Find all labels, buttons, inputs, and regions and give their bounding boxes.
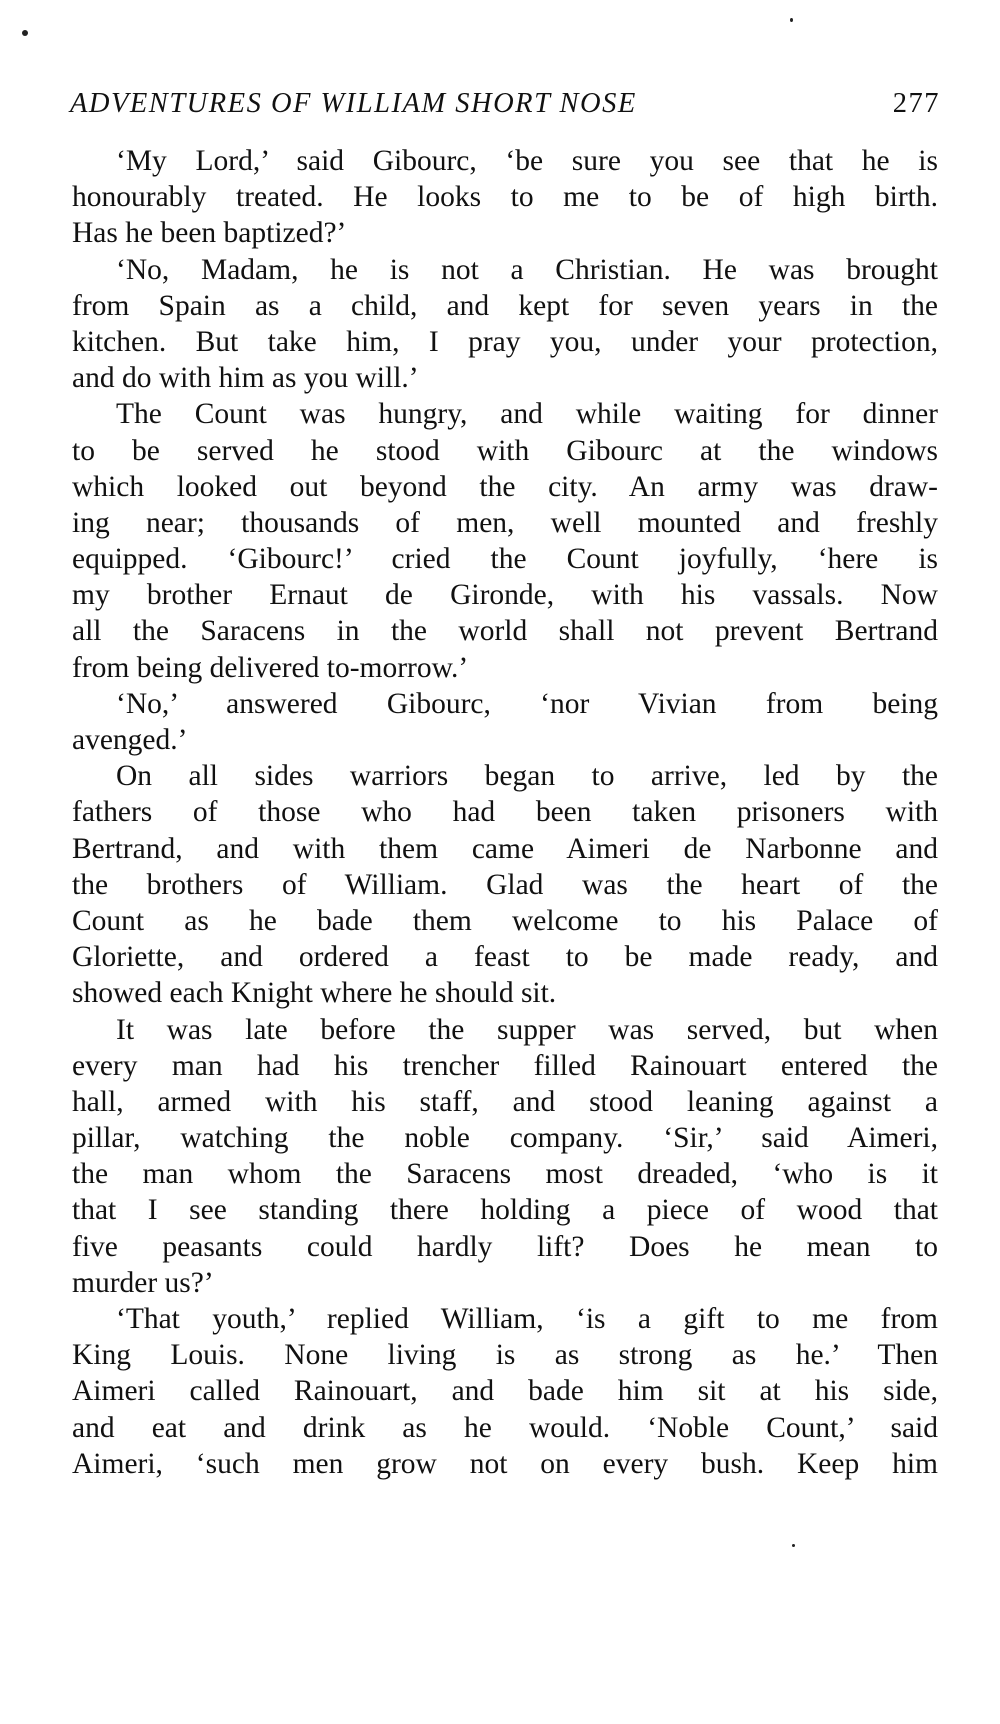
page-number: 277	[892, 88, 940, 119]
text-line: honourably treated. He looks to me to be of high birth.	[72, 181, 938, 214]
text-line: Aimeri called Rainouart, and bade him sit at his side,	[72, 1375, 938, 1408]
text-line: Has he been baptized?’	[72, 217, 347, 250]
text-line: that I see standing there holding a piece of wood that	[72, 1194, 938, 1227]
text-line: equipped. ‘Gibourc!’ cried the Count joyfully, ‘here is	[72, 543, 938, 576]
text-line: all the Saracens in the world shall not prevent Bertrand	[72, 615, 938, 648]
text-line: and do with him as you will.’	[72, 362, 419, 395]
text-line: avenged.’	[72, 724, 188, 756]
text-line: five peasants could hardly lift? Does he mean to	[72, 1230, 938, 1263]
text-line: from being delivered to-morrow.’	[72, 651, 469, 684]
text-line: Bertrand, and with them came Aimeri de Narbonne and	[72, 832, 938, 865]
text-line: hall, armed with his staff, and stood leaning against a	[72, 1085, 938, 1118]
text-line: the brothers of William. Glad was the heart of the	[72, 868, 938, 901]
text-line: kitchen. But take him, I pray you, under your protection,	[72, 325, 938, 358]
text-line: The Count was hungry, and while waiting for dinner	[116, 398, 938, 431]
text-line: King Louis. None living is as strong as he.’ Then	[72, 1339, 938, 1372]
text-line: It was late before the supper was served, but when	[116, 1013, 938, 1046]
running-title: ADVENTURES OF WILLIAM SHORT NOSE	[70, 88, 637, 119]
text-line: from Spain as a child, and kept for seven years in the	[72, 289, 938, 322]
text-line: pillar, watching the noble company. ‘Sir,’ said Aimeri,	[72, 1122, 938, 1155]
text-line: every man had his trencher filled Rainouart entered the	[72, 1049, 938, 1082]
text-line: Aimeri, ‘such men grow not on every bush. Keep him	[72, 1447, 938, 1480]
ink-speck	[22, 30, 28, 36]
text-line: Gloriette, and ordered a feast to be made ready, and	[72, 941, 938, 974]
text-line: On all sides warriors began to arrive, led by the	[116, 760, 938, 793]
ink-speck	[790, 18, 793, 22]
text-line: murder us?’	[72, 1266, 214, 1299]
text-line: Count as he bade them welcome to his Palace of	[72, 904, 938, 937]
ink-speck	[792, 1544, 795, 1547]
text-line: showed each Knight where he should sit.	[72, 977, 557, 1010]
text-line: fathers of those who had been taken prisoners with	[72, 796, 938, 829]
text-line: to be served he stood with Gibourc at the windows	[72, 434, 938, 467]
text-line: ‘No, Madam, he is not a Christian. He was brought	[116, 253, 938, 286]
text-line: ing near; thousands of men, well mounted and freshly	[72, 506, 938, 539]
text-line: ‘No,’ answered Gibourc, ‘nor Vivian from being	[116, 687, 938, 720]
running-head	[70, 88, 940, 128]
text-line: ‘My Lord,’ said Gibourc, ‘be sure you see that he is	[116, 145, 938, 177]
text-line: which looked out beyond the city. An army was draw-	[72, 470, 938, 503]
text-line: my brother Ernaut de Gironde, with his vassals. Now	[72, 579, 938, 612]
text-line: the man whom the Saracens most dreaded, ‘who is it	[72, 1158, 938, 1191]
text-line: ‘That youth,’ replied William, ‘is a gift to me from	[116, 1303, 938, 1335]
text-line: and eat and drink as he would. ‘Noble Count,’ said	[72, 1411, 938, 1444]
body-text	[72, 143, 938, 1482]
